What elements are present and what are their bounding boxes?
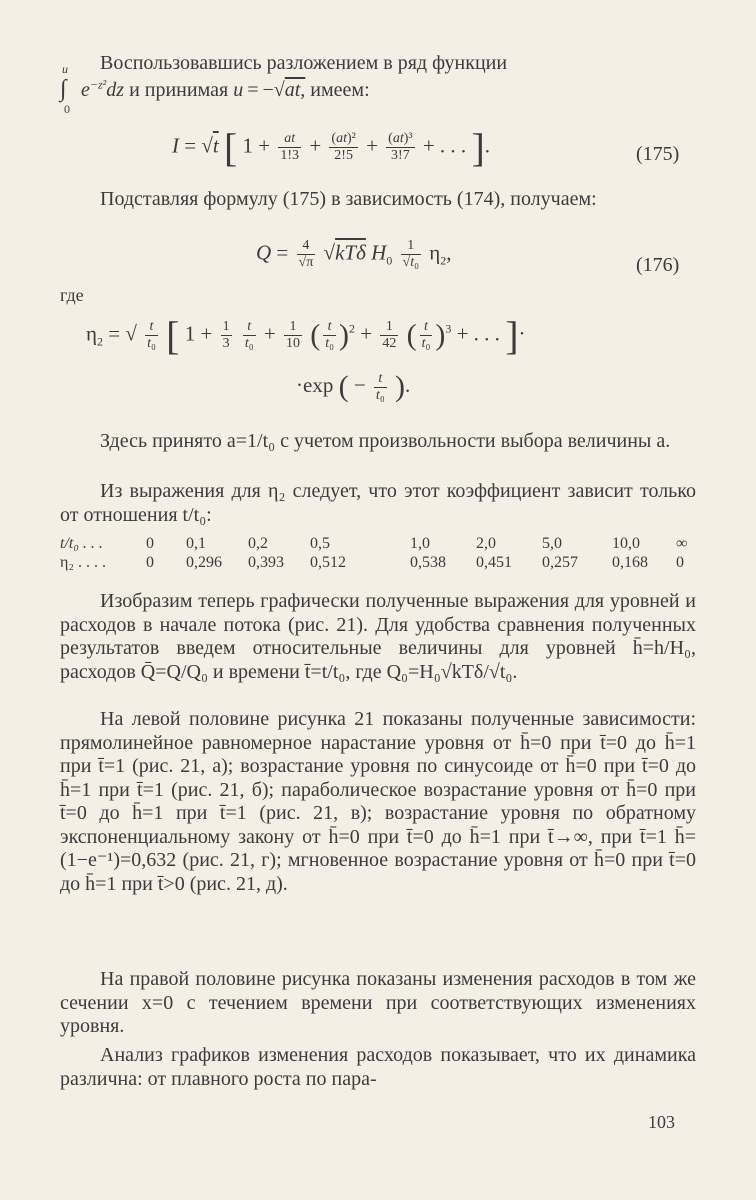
table-label: η₂ . . . . <box>60 553 106 571</box>
equation-eta2-exp: ·exp ( − $\frac{t}{\text{t₀}}$ ). <box>296 370 411 403</box>
table-cell: 0,168 <box>612 553 648 571</box>
table-cell: 1,0 <box>410 534 430 552</box>
integral-symbol: u ∫ 0 <box>60 62 70 116</box>
paragraph-5 <box>60 590 696 684</box>
table-row <box>60 534 687 553</box>
paragraph-7 <box>60 968 696 1039</box>
table-cell: 0 <box>146 534 154 552</box>
table-cell: 0,538 <box>410 553 446 571</box>
equation-176-number: (176) <box>636 254 680 276</box>
paragraph-6 <box>60 708 696 896</box>
equation-175: I = √t [ 1 + $\frac{at}{1!3}$ + $\frac{\text{(at)²}}{2!5}$ + $\frac{\text{(at)³}}{3!7}$ + . . . ]. <box>172 125 491 170</box>
table-cell: 0,296 <box>186 553 222 571</box>
table-cell: 0,451 <box>476 553 512 571</box>
paragraph-2-text: Подставляя формулу (175) в зависимость (174), получаем: <box>100 188 597 210</box>
table-cell: 5,0 <box>542 534 562 552</box>
intro-end: имеем: <box>310 79 370 101</box>
page-number: 103 <box>648 1112 675 1132</box>
paragraph-8-text: Анализ графиков изменения расходов показывает, что их динамика различна: от плавного роста по пара- <box>60 1044 696 1090</box>
table-cell: 0 <box>676 553 684 571</box>
paragraph-4 <box>60 480 696 527</box>
paragraph-3 <box>60 430 696 454</box>
paragraph-3-text: Здесь принято a=1/t₀ с учетом произвольности выбора величины a. <box>100 430 671 452</box>
paragraph-intro <box>60 52 696 76</box>
table-cell: 0,393 <box>248 553 284 571</box>
paragraph-5-text: Изобразим теперь графически полученные выражения для уровней и расходов в начале потока (рис. 21). Для удобства сравнения полученных результатов введем относительные величины для уровней h̄=h/H₀, расходов Q̄=Q/Q₀ и времени t̄=t/t₀, где Q₀=H₀√kTδ/√t₀. <box>60 590 696 683</box>
paragraph-2 <box>60 188 696 212</box>
equation-175-number: (175) <box>636 143 680 165</box>
values-table <box>60 534 687 572</box>
intro-tail: и принимая <box>129 79 229 101</box>
table-cell: 2,0 <box>476 534 496 552</box>
equation-eta2: $\eta_2$ = √ $\frac{t}{\text{t₀}}$ [ 1 + $\frac{1}{3}$ $\frac{t}{\text{t₀}}$ + $\frac{1}{10}$ ( $\frac{t}{\text{t₀}}$ )$^2$ + $\frac{1}{42}$ ( $\frac{t}{\text{t₀}}$ )$^3$ + . . . ]· <box>86 313 526 358</box>
table-cell: 10,0 <box>612 534 640 552</box>
table-cell: 0,257 <box>542 553 578 571</box>
paragraph-6-text: На левой половине рисунка 21 показаны полученные зависимости: прямолинейное равномерное нарастание уровня от h̄=0 при t̄=0 до h̄=1 при t̄=1 (рис. 21, а); возрастание уровня по синусоиде от h̄=0 при t̄=0 до h̄=1 при t̄=1 (рис. 21, б); параболическое возрастание уровня от h̄=0 при t̄=0 до h̄=1 при t̄=1 (рис. 21, в); возрастание уровня по обратному экспоненциальному закону от h̄=0 при t̄=0 до h̄=1 при t̄→∞, при t̄=1 h̄=(1−e⁻¹)=0,632 (рис. 21, г); мгновенное возрастание уровня от h̄=0 при t̄=0 до h̄=1 при t̄>0 (рис. 21, д). <box>60 708 696 895</box>
table-label: t/t₀ . . . <box>60 534 103 552</box>
table-cell: 0,1 <box>186 534 206 552</box>
intro-line-2: u ∫ 0 $e^{-z^2}dz$ и принимая u = −√at, имеем: <box>60 62 370 116</box>
paragraph-8 <box>60 1044 696 1091</box>
intro-line-1: Воспользовавшись разложением в ряд функции <box>100 52 508 74</box>
table-cell: 0 <box>146 553 154 571</box>
paragraph-7-text: На правой половине рисунка показаны изменения расходов в том же сечении x=0 с течением времени при соответствующих изменениях уровня. <box>60 968 696 1037</box>
table-row <box>60 553 687 572</box>
equation-176: Q = $\frac{4}{√\pi}$ √kTδ $H_0$ $\frac{1}{\text{√t₀}}$ $\eta_2$, <box>256 238 452 270</box>
where-label: где <box>60 285 84 305</box>
paragraph-4-text: Из выражения для η₂ следует, что этот коэффициент зависит только от отношения t/t₀: <box>60 480 696 526</box>
table-cell: ∞ <box>676 534 688 552</box>
table-cell: 0,5 <box>310 534 330 552</box>
table-cell: 0,2 <box>248 534 268 552</box>
table-cell: 0,512 <box>310 553 346 571</box>
